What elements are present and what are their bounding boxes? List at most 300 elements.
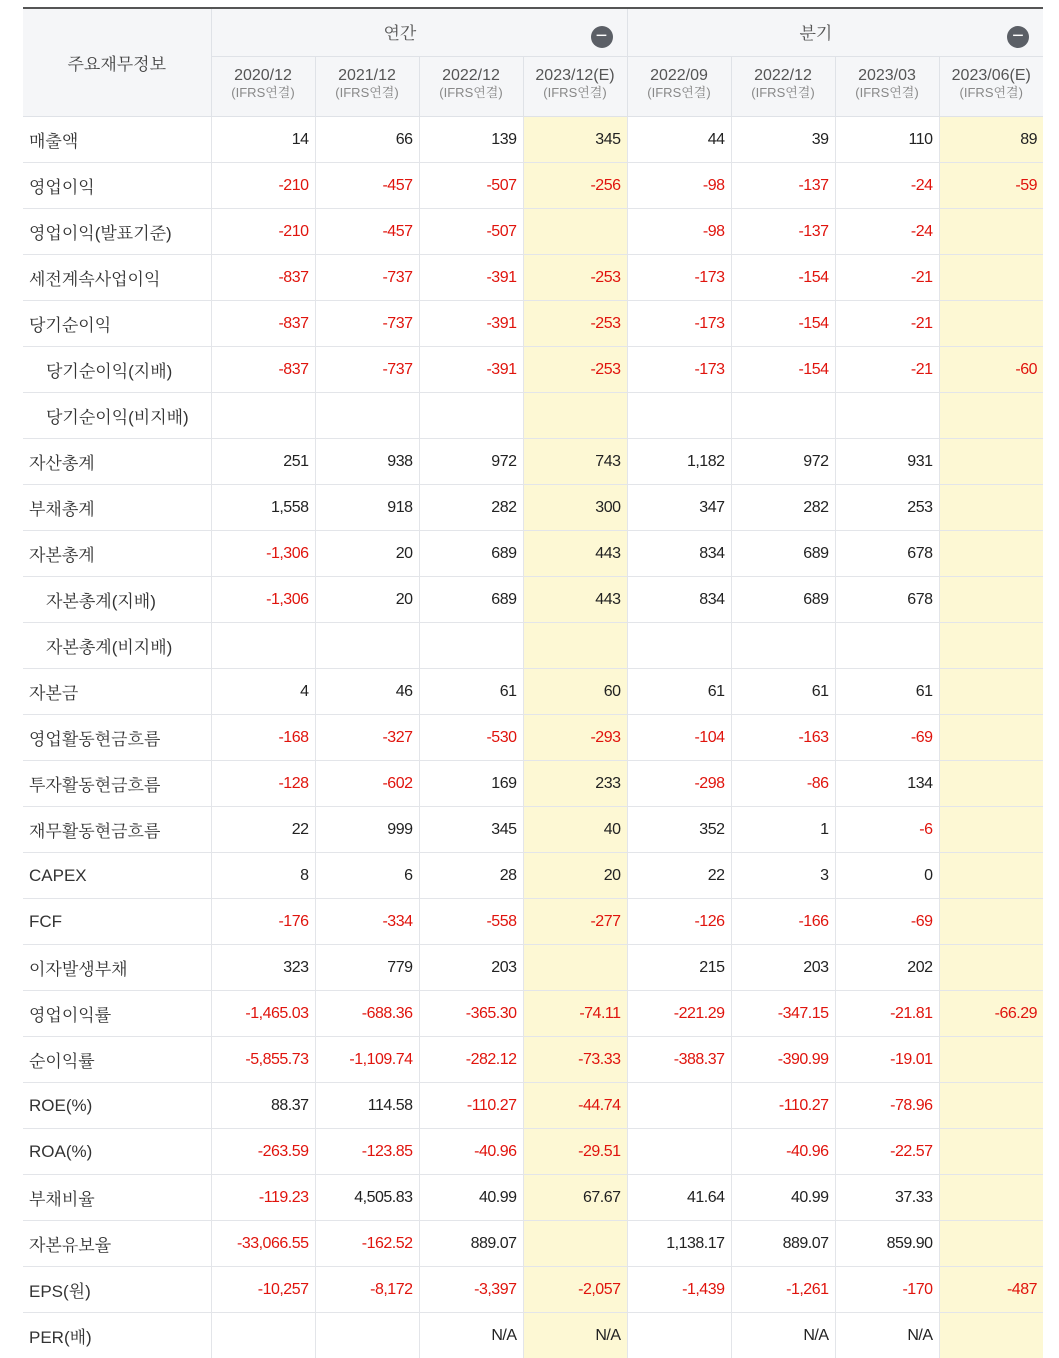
table-cell: [939, 301, 1043, 347]
table-row: [23, 1175, 1043, 1221]
table-cell: [523, 623, 627, 669]
row-label: 당기순이익(지배): [23, 347, 211, 393]
table-cell: -66.29: [939, 991, 1043, 1037]
period-header: [211, 57, 315, 117]
table-cell: 22: [627, 853, 731, 899]
table-cell: -69: [835, 899, 939, 945]
table-cell: -110.27: [731, 1083, 835, 1129]
table-cell: -126: [627, 899, 731, 945]
table-row: [23, 1129, 1043, 1175]
table-cell: 689: [731, 531, 835, 577]
table-row: [23, 1037, 1043, 1083]
row-label: 자본총계(비지배): [23, 623, 211, 669]
table-cell: 300: [523, 485, 627, 531]
table-cell: -29.51: [523, 1129, 627, 1175]
table-cell: 37.33: [835, 1175, 939, 1221]
table-cell: 61: [835, 669, 939, 715]
table-cell: -33,066.55: [211, 1221, 315, 1267]
table-cell: 689: [419, 531, 523, 577]
table-cell: 28: [419, 853, 523, 899]
table-body: [23, 117, 1043, 1358]
row-label: 영업이익: [23, 163, 211, 209]
table-cell: 1: [731, 807, 835, 853]
table-cell: 282: [419, 485, 523, 531]
table-cell: [419, 623, 523, 669]
quarter-group-header: [627, 8, 1043, 57]
row-label: 이자발생부채: [23, 945, 211, 991]
table-cell: -176: [211, 899, 315, 945]
table-cell: [939, 209, 1043, 255]
table-row: [23, 991, 1043, 1037]
table-row: [23, 1221, 1043, 1267]
table-cell: 4: [211, 669, 315, 715]
table-cell: [939, 669, 1043, 715]
table-cell: -166: [731, 899, 835, 945]
table-cell: -1,465.03: [211, 991, 315, 1037]
row-label: PER(배): [23, 1313, 211, 1358]
table-cell: -365.30: [419, 991, 523, 1037]
table-cell: -40.96: [731, 1129, 835, 1175]
table-cell: [939, 1037, 1043, 1083]
row-label: 자본총계(지배): [23, 577, 211, 623]
table-cell: -154: [731, 347, 835, 393]
table-cell: -173: [627, 347, 731, 393]
table-cell: [939, 899, 1043, 945]
table-cell: 443: [523, 531, 627, 577]
row-label: FCF: [23, 899, 211, 945]
table-cell: -2,057: [523, 1267, 627, 1313]
table-cell: 918: [315, 485, 419, 531]
table-row: [23, 439, 1043, 485]
table-cell: -173: [627, 255, 731, 301]
table-cell: 4,505.83: [315, 1175, 419, 1221]
period-label: 2022/12: [442, 67, 500, 84]
row-label: EPS(원): [23, 1267, 211, 1313]
table-cell: -391: [419, 301, 523, 347]
quarter-collapse-minus-icon[interactable]: −: [1007, 26, 1029, 48]
table-cell: -507: [419, 163, 523, 209]
table-cell: -253: [523, 347, 627, 393]
table-row: [23, 209, 1043, 255]
period-basis: (IFRS연결): [629, 85, 730, 101]
table-cell: 1,558: [211, 485, 315, 531]
table-cell: 44: [627, 117, 731, 163]
table-cell: 202: [835, 945, 939, 991]
table-cell: 972: [419, 439, 523, 485]
table-cell: [939, 853, 1043, 899]
table-cell: [315, 1313, 419, 1358]
table-cell: [627, 623, 731, 669]
period-header: [315, 57, 419, 117]
table-cell: -59: [939, 163, 1043, 209]
table-cell: [523, 945, 627, 991]
table-cell: [419, 393, 523, 439]
table-cell: -74.11: [523, 991, 627, 1037]
table-cell: [315, 623, 419, 669]
table-cell: -137: [731, 209, 835, 255]
row-label: 자본총계: [23, 531, 211, 577]
table-cell: 203: [419, 945, 523, 991]
table-row: [23, 301, 1043, 347]
period-basis: (IFRS연결): [941, 85, 1043, 101]
table-cell: -154: [731, 255, 835, 301]
table-corner-title: 주요재무정보: [23, 8, 211, 117]
table-cell: -293: [523, 715, 627, 761]
period-label: 2022/09: [650, 67, 708, 84]
table-cell: 834: [627, 531, 731, 577]
table-cell: -73.33: [523, 1037, 627, 1083]
table-cell: 889.07: [419, 1221, 523, 1267]
table-cell: -19.01: [835, 1037, 939, 1083]
table-cell: -1,109.74: [315, 1037, 419, 1083]
table-cell: [523, 209, 627, 255]
table-cell: 743: [523, 439, 627, 485]
table-row: [23, 1083, 1043, 1129]
period-basis: (IFRS연결): [733, 85, 834, 101]
row-label: 자본금: [23, 669, 211, 715]
row-label: 영업활동현금흐름: [23, 715, 211, 761]
table-cell: 834: [627, 577, 731, 623]
period-basis: (IFRS연결): [213, 85, 314, 101]
table-cell: -837: [211, 347, 315, 393]
table-cell: -263.59: [211, 1129, 315, 1175]
period-label: 2020/12: [234, 67, 292, 84]
row-label: 매출액: [23, 117, 211, 163]
table-cell: 20: [315, 577, 419, 623]
table-cell: -210: [211, 163, 315, 209]
table-cell: 40: [523, 807, 627, 853]
period-header: [731, 57, 835, 117]
row-label: 순이익률: [23, 1037, 211, 1083]
table-cell: -210: [211, 209, 315, 255]
table-cell: -1,306: [211, 531, 315, 577]
table-cell: [835, 393, 939, 439]
table-cell: -21: [835, 301, 939, 347]
table-cell: -277: [523, 899, 627, 945]
table-cell: -457: [315, 163, 419, 209]
table-cell: -391: [419, 347, 523, 393]
row-label: 당기순이익(비지배): [23, 393, 211, 439]
table-row: [23, 393, 1043, 439]
row-label: 투자활동현금흐름: [23, 761, 211, 807]
table-cell: 61: [731, 669, 835, 715]
table-cell: 233: [523, 761, 627, 807]
table-cell: -457: [315, 209, 419, 255]
period-basis: (IFRS연결): [317, 85, 418, 101]
table-cell: 323: [211, 945, 315, 991]
table-cell: [939, 1129, 1043, 1175]
table-cell: -388.37: [627, 1037, 731, 1083]
table-cell: 139: [419, 117, 523, 163]
table-cell: [939, 761, 1043, 807]
table-cell: 678: [835, 577, 939, 623]
table-cell: 20: [315, 531, 419, 577]
table-cell: 253: [835, 485, 939, 531]
table-cell: [523, 393, 627, 439]
table-cell: [211, 393, 315, 439]
table-cell: 282: [731, 485, 835, 531]
table-row: [23, 531, 1043, 577]
row-label: ROE(%): [23, 1083, 211, 1129]
table-cell: 88.37: [211, 1083, 315, 1129]
table-cell: 999: [315, 807, 419, 853]
period-header: [419, 57, 523, 117]
table-cell: 689: [419, 577, 523, 623]
table-cell: 972: [731, 439, 835, 485]
table-cell: -168: [211, 715, 315, 761]
table-cell: 22: [211, 807, 315, 853]
period-label: 2023/06(E): [952, 67, 1031, 84]
row-label: 당기순이익: [23, 301, 211, 347]
table-cell: -298: [627, 761, 731, 807]
table-cell: -98: [627, 163, 731, 209]
table-cell: -256: [523, 163, 627, 209]
table-cell: -128: [211, 761, 315, 807]
table-row: [23, 255, 1043, 301]
table-cell: 14: [211, 117, 315, 163]
table-row: [23, 623, 1043, 669]
table-cell: [627, 393, 731, 439]
table-cell: -44.74: [523, 1083, 627, 1129]
row-label: 부채총계: [23, 485, 211, 531]
table-cell: 169: [419, 761, 523, 807]
table-row: [23, 899, 1043, 945]
table-cell: -24: [835, 163, 939, 209]
table-row: [23, 807, 1043, 853]
table-cell: -558: [419, 899, 523, 945]
table-cell: -487: [939, 1267, 1043, 1313]
table-cell: -1,306: [211, 577, 315, 623]
table-cell: -69: [835, 715, 939, 761]
table-cell: 60: [523, 669, 627, 715]
table-cell: -86: [731, 761, 835, 807]
row-label: 자산총계: [23, 439, 211, 485]
table-cell: -21: [835, 255, 939, 301]
table-cell: [939, 715, 1043, 761]
quarter-group-title: 분기: [800, 19, 833, 44]
table-cell: -327: [315, 715, 419, 761]
table-cell: -110.27: [419, 1083, 523, 1129]
table-cell: 215: [627, 945, 731, 991]
table-cell: 40.99: [419, 1175, 523, 1221]
table-cell: -60: [939, 347, 1043, 393]
table-cell: 203: [731, 945, 835, 991]
table-cell: -21: [835, 347, 939, 393]
table-cell: [939, 1083, 1043, 1129]
financial-summary-table: [23, 7, 1043, 1358]
table-cell: N/A: [419, 1313, 523, 1358]
table-cell: [939, 393, 1043, 439]
table-cell: -391: [419, 255, 523, 301]
period-label: 2023/03: [858, 67, 916, 84]
table-cell: 859.90: [835, 1221, 939, 1267]
table-cell: -1,261: [731, 1267, 835, 1313]
table-row: [23, 163, 1043, 209]
table-cell: -40.96: [419, 1129, 523, 1175]
table-cell: -688.36: [315, 991, 419, 1037]
row-label: 재무활동현금흐름: [23, 807, 211, 853]
table-cell: [939, 485, 1043, 531]
table-cell: 689: [731, 577, 835, 623]
row-label: 영업이익(발표기준): [23, 209, 211, 255]
table-row: [23, 117, 1043, 163]
table-cell: -10,257: [211, 1267, 315, 1313]
table-cell: [211, 623, 315, 669]
row-label: CAPEX: [23, 853, 211, 899]
table-cell: 8: [211, 853, 315, 899]
table-cell: -837: [211, 301, 315, 347]
table-cell: 251: [211, 439, 315, 485]
table-cell: [315, 393, 419, 439]
table-cell: 66: [315, 117, 419, 163]
annual-collapse-minus-icon[interactable]: −: [591, 26, 613, 48]
row-label: 부채비율: [23, 1175, 211, 1221]
table-cell: [835, 623, 939, 669]
table-cell: -104: [627, 715, 731, 761]
row-label: 영업이익률: [23, 991, 211, 1037]
table-cell: 39: [731, 117, 835, 163]
table-cell: 89: [939, 117, 1043, 163]
table-row: [23, 485, 1043, 531]
table-cell: [731, 393, 835, 439]
period-header: [523, 57, 627, 117]
table-cell: N/A: [835, 1313, 939, 1358]
table-cell: -253: [523, 255, 627, 301]
period-label: 2022/12: [754, 67, 812, 84]
table-row: [23, 853, 1043, 899]
table-cell: -78.96: [835, 1083, 939, 1129]
table-cell: 46: [315, 669, 419, 715]
annual-group-title: 연간: [384, 19, 417, 44]
table-cell: 1,138.17: [627, 1221, 731, 1267]
table-cell: -837: [211, 255, 315, 301]
table-cell: [939, 1175, 1043, 1221]
table-cell: [939, 1313, 1043, 1358]
table-cell: [939, 623, 1043, 669]
table-cell: 6: [315, 853, 419, 899]
table-cell: 889.07: [731, 1221, 835, 1267]
period-basis: (IFRS연결): [421, 85, 522, 101]
table-row: [23, 945, 1043, 991]
table-cell: -173: [627, 301, 731, 347]
table-cell: [939, 577, 1043, 623]
table-cell: -3,397: [419, 1267, 523, 1313]
table-cell: 347: [627, 485, 731, 531]
table-cell: 345: [419, 807, 523, 853]
table-cell: -737: [315, 301, 419, 347]
table-cell: -123.85: [315, 1129, 419, 1175]
table-cell: 40.99: [731, 1175, 835, 1221]
annual-group-header: [211, 8, 627, 57]
table-cell: -24: [835, 209, 939, 255]
table-cell: -530: [419, 715, 523, 761]
period-header: [835, 57, 939, 117]
table-cell: [211, 1313, 315, 1358]
period-label: 2021/12: [338, 67, 396, 84]
row-label: 자본유보율: [23, 1221, 211, 1267]
table-row: [23, 669, 1043, 715]
table-cell: -154: [731, 301, 835, 347]
table-cell: 0: [835, 853, 939, 899]
table-cell: -119.23: [211, 1175, 315, 1221]
table-cell: -1,439: [627, 1267, 731, 1313]
table-cell: -602: [315, 761, 419, 807]
table-cell: [939, 807, 1043, 853]
table-cell: [627, 1129, 731, 1175]
table-cell: -6: [835, 807, 939, 853]
table-cell: -390.99: [731, 1037, 835, 1083]
period-basis: (IFRS연결): [837, 85, 938, 101]
table-cell: [731, 623, 835, 669]
table-cell: -282.12: [419, 1037, 523, 1083]
table-cell: [939, 945, 1043, 991]
row-label: ROA(%): [23, 1129, 211, 1175]
period-header: [939, 57, 1043, 117]
table-cell: -507: [419, 209, 523, 255]
table-cell: -737: [315, 347, 419, 393]
table-cell: [939, 1221, 1043, 1267]
table-cell: 20: [523, 853, 627, 899]
table-cell: 134: [835, 761, 939, 807]
table-cell: 931: [835, 439, 939, 485]
table-row: [23, 1267, 1043, 1313]
table-cell: N/A: [731, 1313, 835, 1358]
table-cell: -21.81: [835, 991, 939, 1037]
table-cell: 41.64: [627, 1175, 731, 1221]
table-row: [23, 347, 1043, 393]
table-cell: [627, 1083, 731, 1129]
table-cell: -5,855.73: [211, 1037, 315, 1083]
table-row: [23, 761, 1043, 807]
table-cell: [939, 439, 1043, 485]
table-cell: 345: [523, 117, 627, 163]
table-cell: 938: [315, 439, 419, 485]
table-cell: [939, 531, 1043, 577]
table-cell: [627, 1313, 731, 1358]
table-cell: 352: [627, 807, 731, 853]
table-cell: -737: [315, 255, 419, 301]
table-cell: -170: [835, 1267, 939, 1313]
table-cell: -98: [627, 209, 731, 255]
table-cell: -8,172: [315, 1267, 419, 1313]
table-row: [23, 1313, 1043, 1358]
table-cell: -22.57: [835, 1129, 939, 1175]
table-cell: -334: [315, 899, 419, 945]
table-cell: 61: [419, 669, 523, 715]
table-cell: 67.67: [523, 1175, 627, 1221]
table-cell: -253: [523, 301, 627, 347]
row-label: 세전계속사업이익: [23, 255, 211, 301]
period-header: [627, 57, 731, 117]
table-cell: 443: [523, 577, 627, 623]
table-row: [23, 715, 1043, 761]
table-cell: 3: [731, 853, 835, 899]
table-cell: -347.15: [731, 991, 835, 1037]
table-cell: 779: [315, 945, 419, 991]
table-row: [23, 577, 1043, 623]
table-cell: N/A: [523, 1313, 627, 1358]
period-basis: (IFRS연결): [525, 85, 626, 101]
period-label: 2023/12(E): [535, 67, 614, 84]
financial-summary-table-container: [23, 7, 1042, 1358]
table-cell: -162.52: [315, 1221, 419, 1267]
table-cell: 1,182: [627, 439, 731, 485]
table-cell: 114.58: [315, 1083, 419, 1129]
table-cell: 61: [627, 669, 731, 715]
table-cell: 678: [835, 531, 939, 577]
table-cell: [939, 255, 1043, 301]
table-cell: -137: [731, 163, 835, 209]
